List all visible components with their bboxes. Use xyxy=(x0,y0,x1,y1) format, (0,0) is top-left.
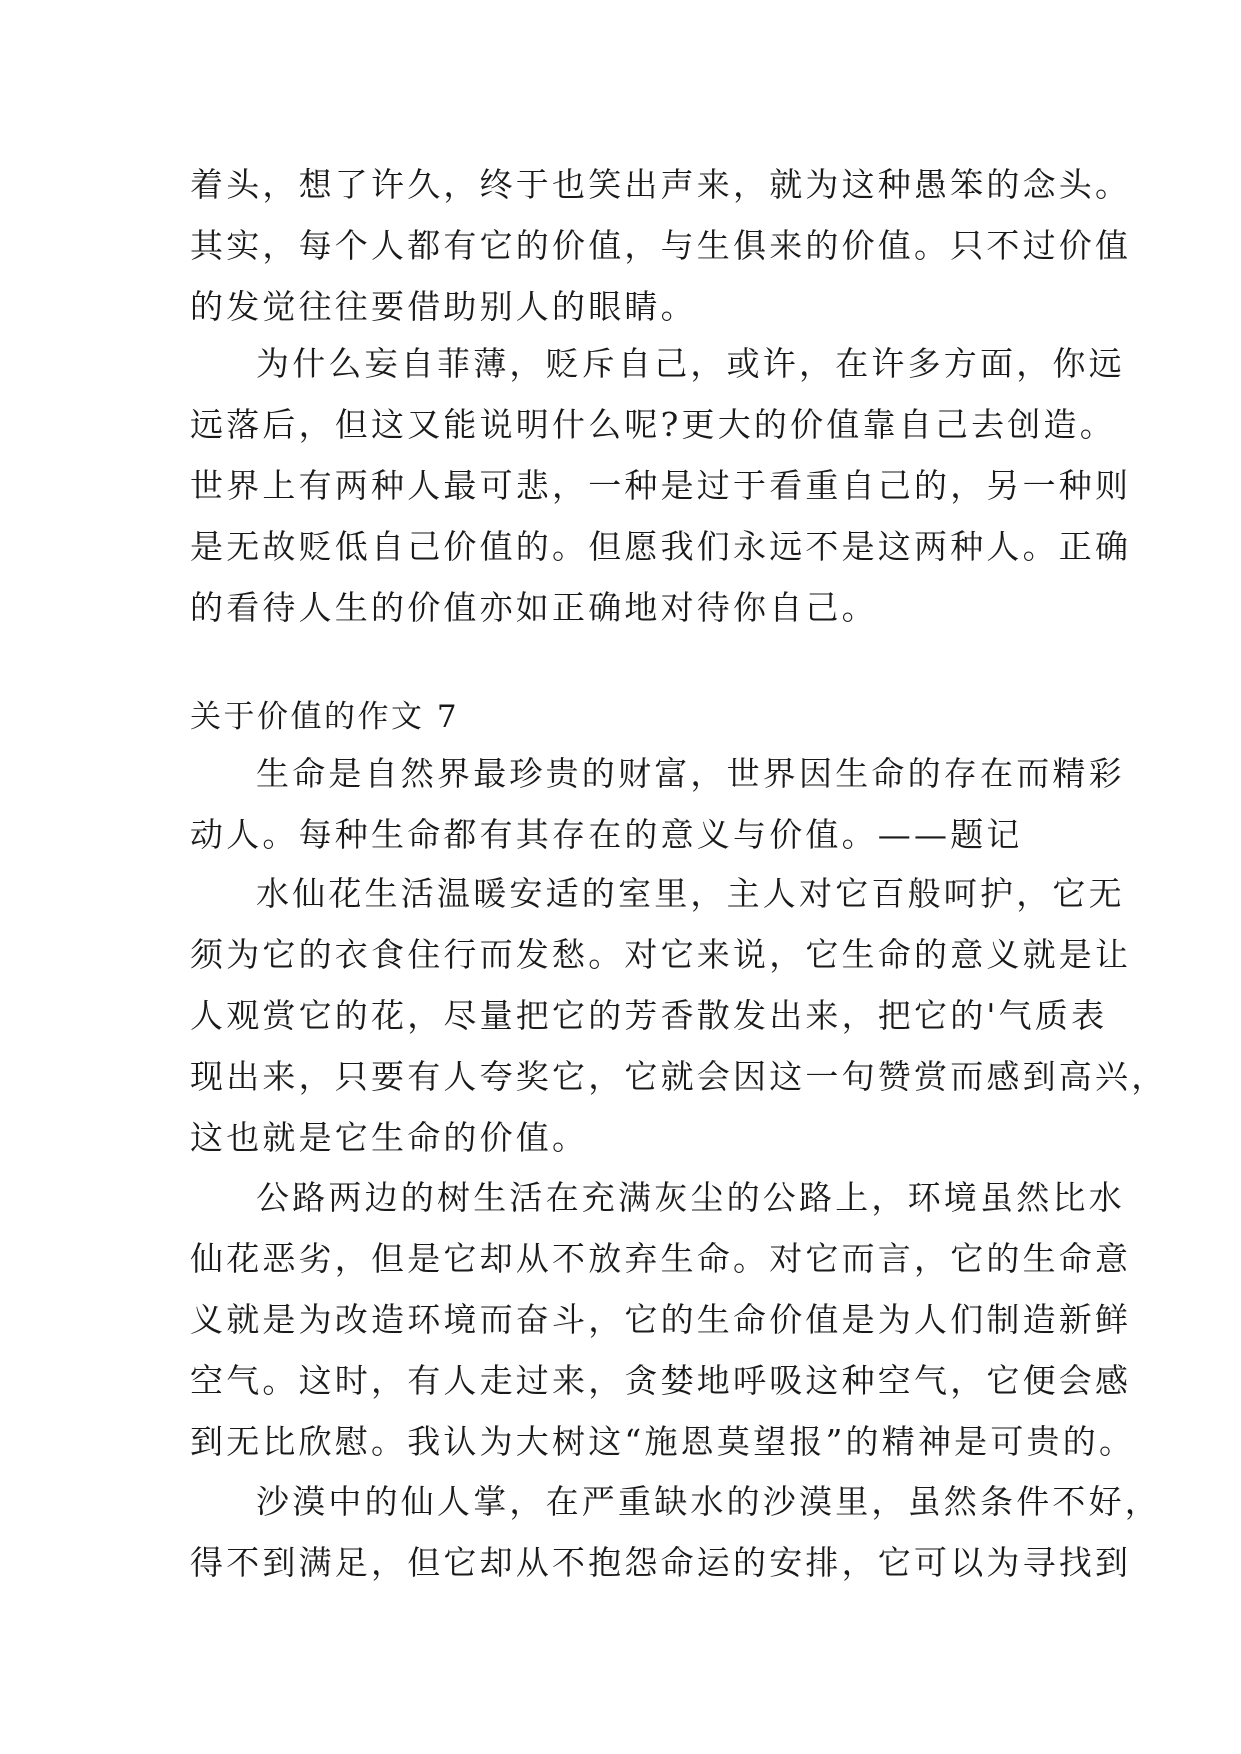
text-line: 沙漠中的仙人掌，在严重缺水的沙漠里，虽然条件不好， xyxy=(256,1482,1161,1521)
text-line: 公路两边的树生活在充满灰尘的公路上，环境虽然比水 xyxy=(256,1178,1125,1217)
text-line: 的发觉往往要借助别人的眼睛。 xyxy=(190,287,697,326)
text-line: 这也就是它生命的价值。 xyxy=(190,1118,589,1157)
text-line: 为什么妄自菲薄，贬斥自己，或许，在许多方面，你远 xyxy=(256,344,1125,383)
text-line: 其实，每个人都有它的价值，与生俱来的价值。只不过价值 xyxy=(190,226,1132,265)
text-line: 动人。每种生命都有其存在的意义与价值。——题记 xyxy=(190,815,1023,854)
text-line: 生命是自然界最珍贵的财富，世界因生命的存在而精彩 xyxy=(256,754,1125,793)
text-line: 空气。这时，有人走过来，贪婪地呼吸这种空气，它便会感 xyxy=(190,1361,1132,1400)
text-line: 义就是为改造环境而奋斗，它的生命价值是为人们制造新鲜 xyxy=(190,1300,1132,1339)
text-line: 得不到满足，但它却从不抱怨命运的安排，它可以为寻找到 xyxy=(190,1543,1132,1582)
text-line: 世界上有两种人最可悲，一种是过于看重自己的，另一种则 xyxy=(190,466,1132,505)
text-line: 是无故贬低自己价值的。但愿我们永远不是这两种人。正确 xyxy=(190,527,1132,566)
text-line: 须为它的衣食住行而发愁。对它来说，它生命的意义就是让 xyxy=(190,935,1132,974)
text-line: 的看待人生的价值亦如正确地对待你自己。 xyxy=(190,588,878,627)
text-line: 现出来，只要有人夸奖它，它就会因这一句赞赏而感到高兴， xyxy=(190,1057,1168,1096)
text-line: 人观赏它的花，尽量把它的芳香散发出来，把它的'气质表 xyxy=(190,996,1108,1035)
text-line: 仙花恶劣，但是它却从不放弃生命。对它而言，它的生命意 xyxy=(190,1239,1132,1278)
text-line: 远落后，但这又能说明什么呢?更大的价值靠自己去创造。 xyxy=(190,405,1116,444)
section-heading: 关于价值的作文 7 xyxy=(190,699,460,735)
text-line: 水仙花生活温暖安适的室里，主人对它百般呵护，它无 xyxy=(256,874,1125,913)
text-line: 到无比欣慰。我认为大树这“施恩莫望报”的精神是可贵的。 xyxy=(190,1422,1136,1461)
text-line: 着头，想了许久，终于也笑出声来，就为这种愚笨的念头。 xyxy=(190,165,1132,204)
